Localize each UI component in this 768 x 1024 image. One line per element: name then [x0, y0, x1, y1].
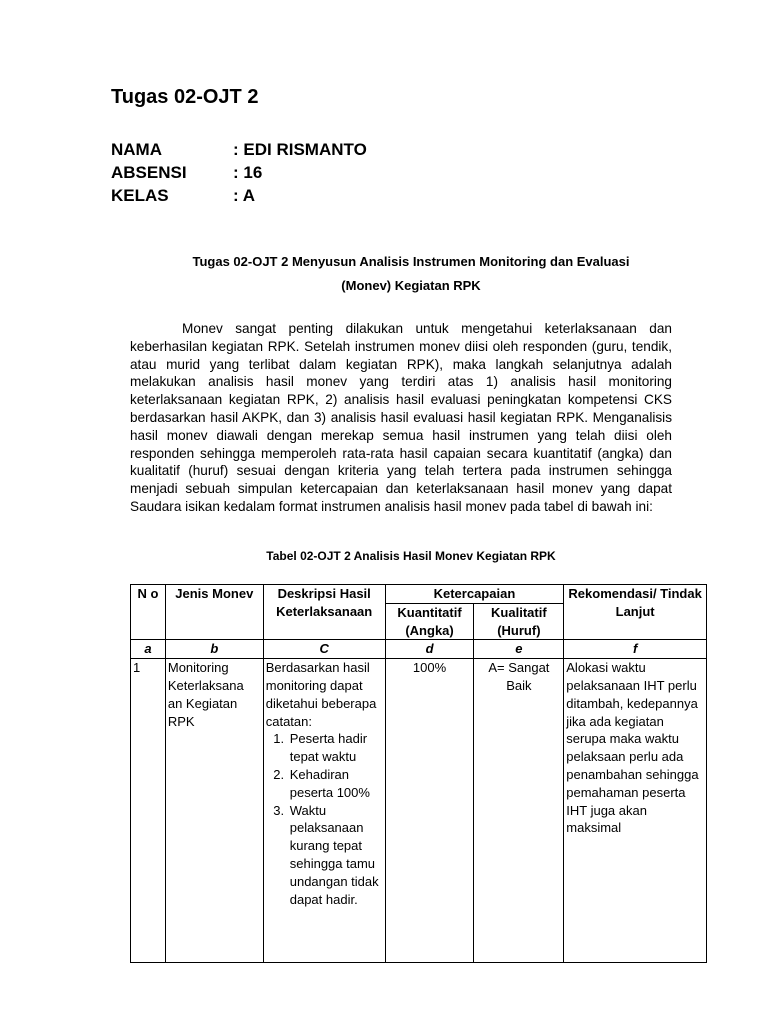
letter-cell: e [474, 640, 564, 659]
header-deskripsi: Deskripsi Hasil Keterlaksanaan [263, 585, 385, 640]
cell-no: 1 [131, 659, 166, 963]
cell-deskripsi [263, 659, 385, 963]
cell-rekomendasi: Alokasi waktu pelaksanaan IHT perlu ditambah, kedepannya jika ada kegiatan serupa maka waktu pelaksaan perlu ada penambahan sehingga pemahaman peserta IHT juga akan maksimal [564, 659, 707, 963]
letter-cell: b [165, 640, 263, 659]
letter-cell: f [564, 640, 707, 659]
identity-label: NAMA [111, 140, 162, 159]
header-rekomendasi: Rekomendasi/ Tindak Lanjut [564, 585, 707, 640]
letter-cell: d [385, 640, 474, 659]
deskripsi-item: 1. Peserta hadir tepat waktu [288, 730, 383, 766]
identity-value: : A [233, 186, 256, 205]
identity-label: KELAS [111, 186, 169, 205]
cell-kuantitatif: 100% [385, 659, 474, 963]
identity-value: : 16 [233, 163, 263, 182]
section-heading-line2: (Monev) Kegiatan RPK [341, 278, 481, 293]
header-ketercapaian: Ketercapaian [385, 585, 564, 604]
table-caption: Tabel 02-OJT 2 Analisis Hasil Monev Kegiatan RPK [266, 549, 556, 563]
header-no: N o [131, 585, 166, 640]
section-heading-line1: Tugas 02-OJT 2 Menyusun Analisis Instrumen Monitoring dan Evaluasi [192, 254, 630, 269]
table-header-row [131, 585, 707, 604]
deskripsi-intro: Berdasarkan hasil monitoring dapat diketahui beberapa catatan: [265, 660, 377, 729]
deskripsi-item: 3. Waktu pelaksanaan kurang tepat sehingga tamu undangan tidak dapat hadir. [288, 802, 383, 909]
identity-row-kelas [111, 186, 367, 209]
letter-cell: C [263, 640, 385, 659]
identity-row-absensi [111, 163, 367, 186]
header-jenis: Jenis Monev [165, 585, 263, 640]
cell-kualitatif: A= Sangat Baik [474, 659, 564, 963]
identity-value: : EDI RISMANTO [233, 140, 367, 159]
section-heading [111, 250, 711, 298]
identity-block [111, 140, 367, 209]
document-title: Tugas 02-OJT 2 [111, 86, 259, 108]
header-kualitatif: Kualitatif (Huruf) [474, 603, 564, 640]
deskripsi-item: 2. Kehadiran peserta 100% [288, 766, 383, 802]
monev-analysis-table [130, 584, 707, 963]
identity-label: ABSENSI [111, 163, 187, 182]
table-row [131, 659, 707, 963]
body-paragraph-text: Monev sangat penting dilakukan untuk mengetahui keterlaksanaan dan keberhasilan kegiatan RPK. Setelah instrumen monev diisi oleh responden (guru, tendik, atau murid yang terlibat dalam kegiatan RPK), maka langkah selanjutnya adalah melakukan analisis hasil monev yang terdiri atas 1) analisis hasil monitoring keterlaksanaan kegiatan RPK, 2) analisis hasil evaluasi peningkatan kompetensi CKS berdasarkan hasil AKPK, dan 3) analisis hasil evaluasi hasil kegiatan RPK. Menganalisis hasil monev diawali dengan merekap semua hasil instrumen yang telah diisi oleh responden sehingga memperoleh rata-rata hasil capaian secara kuantitatif (angka) dan kualitatif (huruf) sesuai dengan kriteria yang telah tertera pada instrumen sehingga menjadi sebuah simpulan ketercapaian dan keterlaksanaan hasil monev yang dapat Saudara isikan kedalam format instrumen analisis hasil monev pada tabel di bawah ini: [130, 321, 672, 514]
table-letter-row [131, 640, 707, 659]
letter-cell: a [131, 640, 166, 659]
body-paragraph [130, 320, 672, 516]
header-kuantitatif: Kuantitatif (Angka) [385, 603, 474, 640]
deskripsi-list [266, 730, 383, 908]
cell-jenis: Monitoring Keterlaksana an Kegiatan RPK [165, 659, 263, 963]
identity-row-nama [111, 140, 367, 163]
